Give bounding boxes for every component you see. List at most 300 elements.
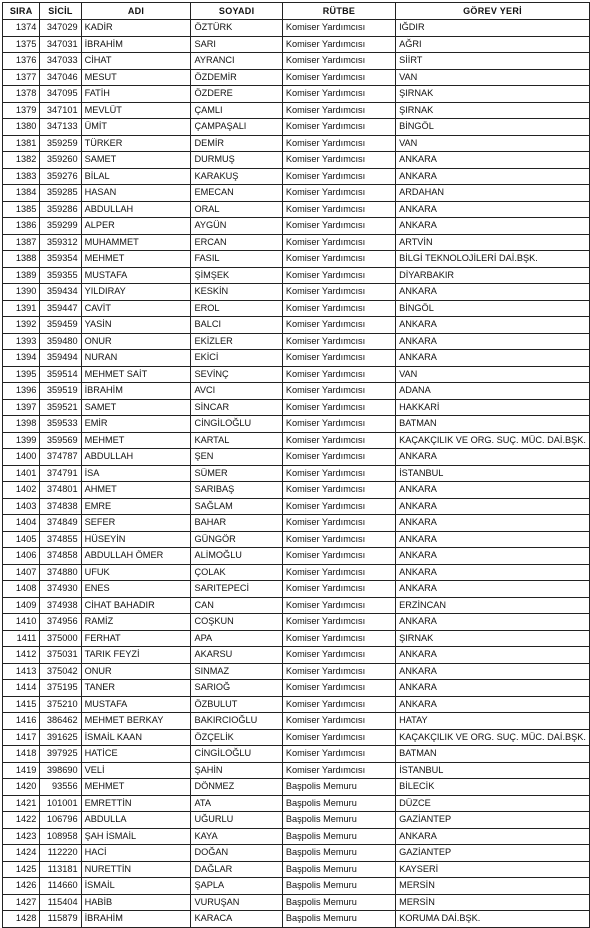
column-header-sira: SIRA bbox=[3, 3, 40, 20]
cell-rutbe: Komiser Yardımcısı bbox=[282, 548, 395, 565]
cell-gorev-yeri: MERSİN bbox=[396, 894, 590, 911]
cell-gorev-yeri: AĞRI bbox=[396, 36, 590, 53]
cell-soyadi: SARITEPECİ bbox=[191, 581, 282, 598]
cell-rutbe: Komiser Yardımcısı bbox=[282, 20, 395, 37]
cell-sicil: 374956 bbox=[40, 614, 81, 631]
table-row bbox=[3, 350, 590, 367]
cell-sira: 1384 bbox=[3, 185, 40, 202]
cell-sira: 1428 bbox=[3, 911, 40, 928]
cell-sira: 1404 bbox=[3, 515, 40, 532]
cell-sicil: 115879 bbox=[40, 911, 81, 928]
cell-gorev-yeri: ANKARA bbox=[396, 284, 590, 301]
cell-adi: MEHMET SAİT bbox=[81, 366, 191, 383]
cell-rutbe: Komiser Yardımcısı bbox=[282, 251, 395, 268]
cell-sicil: 101001 bbox=[40, 795, 81, 812]
cell-adi: İSMAİL bbox=[81, 878, 191, 895]
table-row bbox=[3, 69, 590, 86]
cell-sicil: 359569 bbox=[40, 432, 81, 449]
cell-sira: 1382 bbox=[3, 152, 40, 169]
cell-gorev-yeri: BİNGÖL bbox=[396, 300, 590, 317]
cell-sira: 1393 bbox=[3, 333, 40, 350]
personnel-table bbox=[2, 2, 590, 928]
cell-sira: 1380 bbox=[3, 119, 40, 136]
cell-adi: CAVİT bbox=[81, 300, 191, 317]
cell-gorev-yeri: ANKARA bbox=[396, 828, 590, 845]
cell-adi: MEHMET bbox=[81, 432, 191, 449]
cell-sicil: 398690 bbox=[40, 762, 81, 779]
cell-sicil: 106796 bbox=[40, 812, 81, 829]
cell-sira: 1416 bbox=[3, 713, 40, 730]
cell-rutbe: Komiser Yardımcısı bbox=[282, 102, 395, 119]
cell-soyadi: KAYA bbox=[191, 828, 282, 845]
cell-adi: ABDULLAH bbox=[81, 449, 191, 466]
cell-rutbe: Komiser Yardımcısı bbox=[282, 614, 395, 631]
cell-gorev-yeri: DÜZCE bbox=[396, 795, 590, 812]
cell-gorev-yeri: VAN bbox=[396, 366, 590, 383]
cell-sicil: 374858 bbox=[40, 548, 81, 565]
cell-sicil: 347095 bbox=[40, 86, 81, 103]
cell-sicil: 359260 bbox=[40, 152, 81, 169]
column-header-adi: ADI bbox=[81, 3, 191, 20]
cell-adi: ŞAH İSMAİL bbox=[81, 828, 191, 845]
cell-sicil: 347033 bbox=[40, 53, 81, 70]
table-row bbox=[3, 432, 590, 449]
cell-rutbe: Başpolis Memuru bbox=[282, 795, 395, 812]
cell-soyadi: AKARSU bbox=[191, 647, 282, 664]
cell-sira: 1419 bbox=[3, 762, 40, 779]
cell-sicil: 112220 bbox=[40, 845, 81, 862]
table-row bbox=[3, 630, 590, 647]
cell-sira: 1424 bbox=[3, 845, 40, 862]
cell-soyadi: SARIBAŞ bbox=[191, 482, 282, 499]
cell-adi: İBRAHİM bbox=[81, 36, 191, 53]
cell-gorev-yeri: MERSİN bbox=[396, 878, 590, 895]
cell-adi: HASAN bbox=[81, 185, 191, 202]
cell-sira: 1374 bbox=[3, 20, 40, 37]
cell-sira: 1422 bbox=[3, 812, 40, 829]
cell-gorev-yeri: BATMAN bbox=[396, 746, 590, 763]
cell-rutbe: Komiser Yardımcısı bbox=[282, 597, 395, 614]
cell-soyadi: ŞAHİN bbox=[191, 762, 282, 779]
cell-soyadi: KESKİN bbox=[191, 284, 282, 301]
cell-adi: AHMET bbox=[81, 482, 191, 499]
cell-gorev-yeri: ANKARA bbox=[396, 531, 590, 548]
cell-rutbe: Komiser Yardımcısı bbox=[282, 317, 395, 334]
cell-gorev-yeri: ADANA bbox=[396, 383, 590, 400]
table-row bbox=[3, 36, 590, 53]
cell-adi: NURETTİN bbox=[81, 861, 191, 878]
cell-sicil: 359259 bbox=[40, 135, 81, 152]
table-row bbox=[3, 762, 590, 779]
cell-sicil: 374938 bbox=[40, 597, 81, 614]
table-row bbox=[3, 482, 590, 499]
cell-rutbe: Komiser Yardımcısı bbox=[282, 746, 395, 763]
table-row bbox=[3, 416, 590, 433]
cell-gorev-yeri: IĞDIR bbox=[396, 20, 590, 37]
cell-sira: 1421 bbox=[3, 795, 40, 812]
cell-sira: 1426 bbox=[3, 878, 40, 895]
cell-soyadi: FASIL bbox=[191, 251, 282, 268]
cell-sira: 1406 bbox=[3, 548, 40, 565]
cell-soyadi: ÇAMPAŞALI bbox=[191, 119, 282, 136]
cell-rutbe: Başpolis Memuru bbox=[282, 828, 395, 845]
cell-sicil: 386462 bbox=[40, 713, 81, 730]
cell-sicil: 359312 bbox=[40, 234, 81, 251]
cell-gorev-yeri: BİLECİK bbox=[396, 779, 590, 796]
cell-gorev-yeri: ANKARA bbox=[396, 564, 590, 581]
table-row bbox=[3, 878, 590, 895]
cell-sira: 1414 bbox=[3, 680, 40, 697]
cell-sicil: 347029 bbox=[40, 20, 81, 37]
cell-soyadi: SARI bbox=[191, 36, 282, 53]
table-row bbox=[3, 267, 590, 284]
cell-soyadi: ATA bbox=[191, 795, 282, 812]
cell-gorev-yeri: ANKARA bbox=[396, 680, 590, 697]
cell-sicil: 347031 bbox=[40, 36, 81, 53]
table-row bbox=[3, 894, 590, 911]
cell-sicil: 359285 bbox=[40, 185, 81, 202]
cell-soyadi: DAĞLAR bbox=[191, 861, 282, 878]
cell-gorev-yeri: İSTANBUL bbox=[396, 465, 590, 482]
cell-gorev-yeri: DİYARBAKIR bbox=[396, 267, 590, 284]
table-row bbox=[3, 614, 590, 631]
cell-adi: İSMAİL KAAN bbox=[81, 729, 191, 746]
cell-rutbe: Komiser Yardımcısı bbox=[282, 36, 395, 53]
cell-gorev-yeri: GAZİANTEP bbox=[396, 812, 590, 829]
cell-gorev-yeri: ANKARA bbox=[396, 614, 590, 631]
cell-adi: MUSTAFA bbox=[81, 696, 191, 713]
table-row bbox=[3, 317, 590, 334]
cell-soyadi: AYGÜN bbox=[191, 218, 282, 235]
cell-sicil: 374849 bbox=[40, 515, 81, 532]
cell-soyadi: DÖNMEZ bbox=[191, 779, 282, 796]
cell-soyadi: CAN bbox=[191, 597, 282, 614]
cell-gorev-yeri: ANKARA bbox=[396, 696, 590, 713]
cell-gorev-yeri: ŞIRNAK bbox=[396, 86, 590, 103]
cell-sicil: 374838 bbox=[40, 498, 81, 515]
cell-rutbe: Komiser Yardımcısı bbox=[282, 152, 395, 169]
cell-gorev-yeri: ANKARA bbox=[396, 548, 590, 565]
cell-sicil: 359494 bbox=[40, 350, 81, 367]
table-row bbox=[3, 86, 590, 103]
cell-sicil: 359299 bbox=[40, 218, 81, 235]
cell-gorev-yeri: ANKARA bbox=[396, 201, 590, 218]
cell-gorev-yeri: VAN bbox=[396, 69, 590, 86]
cell-soyadi: ALİMOĞLU bbox=[191, 548, 282, 565]
cell-sira: 1378 bbox=[3, 86, 40, 103]
cell-soyadi: SARIOĞ bbox=[191, 680, 282, 697]
cell-soyadi: SİNCAR bbox=[191, 399, 282, 416]
cell-sicil: 359533 bbox=[40, 416, 81, 433]
cell-adi: FERHAT bbox=[81, 630, 191, 647]
table-row bbox=[3, 861, 590, 878]
table-row bbox=[3, 828, 590, 845]
cell-gorev-yeri: ANKARA bbox=[396, 168, 590, 185]
cell-soyadi: KARAKUŞ bbox=[191, 168, 282, 185]
cell-sicil: 359355 bbox=[40, 267, 81, 284]
cell-soyadi: SINMAZ bbox=[191, 663, 282, 680]
cell-gorev-yeri: ANKARA bbox=[396, 449, 590, 466]
cell-adi: İSA bbox=[81, 465, 191, 482]
cell-rutbe: Komiser Yardımcısı bbox=[282, 432, 395, 449]
table-row bbox=[3, 251, 590, 268]
cell-sira: 1383 bbox=[3, 168, 40, 185]
cell-soyadi: ÖZBULUT bbox=[191, 696, 282, 713]
cell-adi: İBRAHİM bbox=[81, 911, 191, 928]
cell-sira: 1376 bbox=[3, 53, 40, 70]
cell-soyadi: DEMİR bbox=[191, 135, 282, 152]
cell-adi: MUSTAFA bbox=[81, 267, 191, 284]
cell-rutbe: Başpolis Memuru bbox=[282, 812, 395, 829]
table-row bbox=[3, 300, 590, 317]
cell-adi: YILDIRAY bbox=[81, 284, 191, 301]
cell-soyadi: ÖZDERE bbox=[191, 86, 282, 103]
table-row bbox=[3, 234, 590, 251]
cell-soyadi: BAHAR bbox=[191, 515, 282, 532]
cell-sicil: 375031 bbox=[40, 647, 81, 664]
cell-sira: 1397 bbox=[3, 399, 40, 416]
header-row bbox=[3, 3, 590, 20]
cell-adi: TARIK FEYZİ bbox=[81, 647, 191, 664]
column-header-soyadi: SOYADI bbox=[191, 3, 282, 20]
cell-rutbe: Komiser Yardımcısı bbox=[282, 630, 395, 647]
table-row bbox=[3, 597, 590, 614]
table-row bbox=[3, 795, 590, 812]
cell-soyadi: BALCI bbox=[191, 317, 282, 334]
cell-rutbe: Komiser Yardımcısı bbox=[282, 135, 395, 152]
table-row bbox=[3, 152, 590, 169]
cell-adi: MEHMET bbox=[81, 779, 191, 796]
cell-rutbe: Komiser Yardımcısı bbox=[282, 284, 395, 301]
cell-rutbe: Komiser Yardımcısı bbox=[282, 482, 395, 499]
cell-adi: ÜMİT bbox=[81, 119, 191, 136]
cell-gorev-yeri: SİİRT bbox=[396, 53, 590, 70]
table-row bbox=[3, 515, 590, 532]
cell-rutbe: Başpolis Memuru bbox=[282, 779, 395, 796]
cell-gorev-yeri: ANKARA bbox=[396, 482, 590, 499]
cell-sira: 1385 bbox=[3, 201, 40, 218]
cell-adi: VELİ bbox=[81, 762, 191, 779]
cell-rutbe: Komiser Yardımcısı bbox=[282, 185, 395, 202]
table-row bbox=[3, 185, 590, 202]
cell-rutbe: Komiser Yardımcısı bbox=[282, 168, 395, 185]
cell-sicil: 375042 bbox=[40, 663, 81, 680]
cell-sicil: 359480 bbox=[40, 333, 81, 350]
cell-adi: ONUR bbox=[81, 333, 191, 350]
cell-sira: 1403 bbox=[3, 498, 40, 515]
cell-soyadi: COŞKUN bbox=[191, 614, 282, 631]
cell-adi: HÜSEYİN bbox=[81, 531, 191, 548]
cell-rutbe: Komiser Yardımcısı bbox=[282, 218, 395, 235]
cell-adi: TÜRKER bbox=[81, 135, 191, 152]
cell-soyadi: ÇOLAK bbox=[191, 564, 282, 581]
table-row bbox=[3, 498, 590, 515]
cell-soyadi: EKİCİ bbox=[191, 350, 282, 367]
cell-rutbe: Başpolis Memuru bbox=[282, 845, 395, 862]
cell-rutbe: Komiser Yardımcısı bbox=[282, 713, 395, 730]
cell-sira: 1407 bbox=[3, 564, 40, 581]
cell-sicil: 93556 bbox=[40, 779, 81, 796]
cell-adi: ABDULLA bbox=[81, 812, 191, 829]
table-row bbox=[3, 548, 590, 565]
cell-soyadi: ÖZTÜRK bbox=[191, 20, 282, 37]
cell-adi: MEVLÜT bbox=[81, 102, 191, 119]
cell-soyadi: ERCAN bbox=[191, 234, 282, 251]
table-row bbox=[3, 812, 590, 829]
cell-gorev-yeri: ŞIRNAK bbox=[396, 630, 590, 647]
cell-soyadi: SAĞLAM bbox=[191, 498, 282, 515]
cell-sira: 1400 bbox=[3, 449, 40, 466]
cell-adi: CİHAT bbox=[81, 53, 191, 70]
cell-sicil: 347133 bbox=[40, 119, 81, 136]
cell-rutbe: Komiser Yardımcısı bbox=[282, 696, 395, 713]
table-row bbox=[3, 696, 590, 713]
cell-sira: 1388 bbox=[3, 251, 40, 268]
cell-adi: SAMET bbox=[81, 152, 191, 169]
cell-soyadi: ŞİMŞEK bbox=[191, 267, 282, 284]
cell-sicil: 108958 bbox=[40, 828, 81, 845]
table-row bbox=[3, 399, 590, 416]
cell-rutbe: Komiser Yardımcısı bbox=[282, 663, 395, 680]
cell-sicil: 374801 bbox=[40, 482, 81, 499]
cell-sicil: 359434 bbox=[40, 284, 81, 301]
cell-sira: 1413 bbox=[3, 663, 40, 680]
cell-gorev-yeri: ANKARA bbox=[396, 317, 590, 334]
cell-sira: 1387 bbox=[3, 234, 40, 251]
cell-soyadi: ÇAMLI bbox=[191, 102, 282, 119]
cell-sira: 1391 bbox=[3, 300, 40, 317]
cell-rutbe: Komiser Yardımcısı bbox=[282, 564, 395, 581]
table-row bbox=[3, 845, 590, 862]
cell-adi: NURAN bbox=[81, 350, 191, 367]
table-row bbox=[3, 135, 590, 152]
cell-soyadi: ŞAPLA bbox=[191, 878, 282, 895]
table-row bbox=[3, 366, 590, 383]
cell-soyadi: SEVİNÇ bbox=[191, 366, 282, 383]
cell-gorev-yeri: GAZİANTEP bbox=[396, 845, 590, 862]
cell-adi: MEHMET bbox=[81, 251, 191, 268]
cell-sira: 1408 bbox=[3, 581, 40, 598]
cell-gorev-yeri: VAN bbox=[396, 135, 590, 152]
cell-sira: 1410 bbox=[3, 614, 40, 631]
cell-sicil: 114660 bbox=[40, 878, 81, 895]
cell-soyadi: ORAL bbox=[191, 201, 282, 218]
cell-sira: 1412 bbox=[3, 647, 40, 664]
cell-soyadi: ÖZÇELİK bbox=[191, 729, 282, 746]
table-row bbox=[3, 449, 590, 466]
table-row bbox=[3, 581, 590, 598]
cell-rutbe: Komiser Yardımcısı bbox=[282, 581, 395, 598]
cell-sicil: 375195 bbox=[40, 680, 81, 697]
cell-rutbe: Komiser Yardımcısı bbox=[282, 119, 395, 136]
cell-sira: 1396 bbox=[3, 383, 40, 400]
cell-gorev-yeri: ERZİNCAN bbox=[396, 597, 590, 614]
cell-adi: KADİR bbox=[81, 20, 191, 37]
cell-soyadi: AYRANCI bbox=[191, 53, 282, 70]
table-row bbox=[3, 779, 590, 796]
cell-adi: UFUK bbox=[81, 564, 191, 581]
cell-gorev-yeri: BATMAN bbox=[396, 416, 590, 433]
cell-sicil: 375000 bbox=[40, 630, 81, 647]
cell-sira: 1405 bbox=[3, 531, 40, 548]
cell-adi: HABİB bbox=[81, 894, 191, 911]
cell-sicil: 359521 bbox=[40, 399, 81, 416]
cell-adi: ENES bbox=[81, 581, 191, 598]
cell-sicil: 113181 bbox=[40, 861, 81, 878]
table-row bbox=[3, 746, 590, 763]
cell-rutbe: Komiser Yardımcısı bbox=[282, 515, 395, 532]
cell-rutbe: Komiser Yardımcısı bbox=[282, 300, 395, 317]
cell-rutbe: Komiser Yardımcısı bbox=[282, 333, 395, 350]
cell-rutbe: Başpolis Memuru bbox=[282, 894, 395, 911]
cell-gorev-yeri: HAKKARİ bbox=[396, 399, 590, 416]
cell-sira: 1375 bbox=[3, 36, 40, 53]
table-row bbox=[3, 465, 590, 482]
cell-gorev-yeri: ANKARA bbox=[396, 218, 590, 235]
cell-soyadi: UĞURLU bbox=[191, 812, 282, 829]
cell-adi: İBRAHİM bbox=[81, 383, 191, 400]
cell-adi: SAMET bbox=[81, 399, 191, 416]
cell-rutbe: Komiser Yardımcısı bbox=[282, 498, 395, 515]
cell-soyadi: AVCI bbox=[191, 383, 282, 400]
cell-soyadi: VURUŞAN bbox=[191, 894, 282, 911]
cell-sira: 1394 bbox=[3, 350, 40, 367]
cell-rutbe: Komiser Yardımcısı bbox=[282, 680, 395, 697]
cell-soyadi: KARACA bbox=[191, 911, 282, 928]
cell-soyadi: EKİZLER bbox=[191, 333, 282, 350]
cell-soyadi: EMECAN bbox=[191, 185, 282, 202]
cell-sicil: 375210 bbox=[40, 696, 81, 713]
cell-sira: 1427 bbox=[3, 894, 40, 911]
cell-gorev-yeri: ANKARA bbox=[396, 350, 590, 367]
cell-sicil: 347101 bbox=[40, 102, 81, 119]
table-row bbox=[3, 333, 590, 350]
cell-adi: ONUR bbox=[81, 663, 191, 680]
cell-sicil: 391625 bbox=[40, 729, 81, 746]
cell-rutbe: Komiser Yardımcısı bbox=[282, 201, 395, 218]
cell-sicil: 359354 bbox=[40, 251, 81, 268]
cell-sicil: 397925 bbox=[40, 746, 81, 763]
cell-adi: EMRE bbox=[81, 498, 191, 515]
cell-soyadi: APA bbox=[191, 630, 282, 647]
cell-rutbe: Komiser Yardımcısı bbox=[282, 647, 395, 664]
cell-sira: 1418 bbox=[3, 746, 40, 763]
column-header-sicil: SİCİL bbox=[40, 3, 81, 20]
cell-sira: 1411 bbox=[3, 630, 40, 647]
cell-rutbe: Komiser Yardımcısı bbox=[282, 53, 395, 70]
cell-gorev-yeri: İSTANBUL bbox=[396, 762, 590, 779]
cell-adi: FATİH bbox=[81, 86, 191, 103]
cell-rutbe: Komiser Yardımcısı bbox=[282, 383, 395, 400]
cell-adi: TANER bbox=[81, 680, 191, 697]
table-row bbox=[3, 168, 590, 185]
cell-gorev-yeri: ANKARA bbox=[396, 152, 590, 169]
cell-adi: MESUT bbox=[81, 69, 191, 86]
cell-sira: 1409 bbox=[3, 597, 40, 614]
table-row bbox=[3, 647, 590, 664]
cell-rutbe: Komiser Yardımcısı bbox=[282, 465, 395, 482]
cell-soyadi: CİNGİLOĞLU bbox=[191, 416, 282, 433]
cell-soyadi: GÜNGÖR bbox=[191, 531, 282, 548]
cell-sicil: 359459 bbox=[40, 317, 81, 334]
table-row bbox=[3, 53, 590, 70]
cell-gorev-yeri: BİNGÖL bbox=[396, 119, 590, 136]
cell-sicil: 359447 bbox=[40, 300, 81, 317]
cell-rutbe: Komiser Yardımcısı bbox=[282, 416, 395, 433]
cell-sira: 1381 bbox=[3, 135, 40, 152]
cell-adi: YASİN bbox=[81, 317, 191, 334]
table-row bbox=[3, 729, 590, 746]
